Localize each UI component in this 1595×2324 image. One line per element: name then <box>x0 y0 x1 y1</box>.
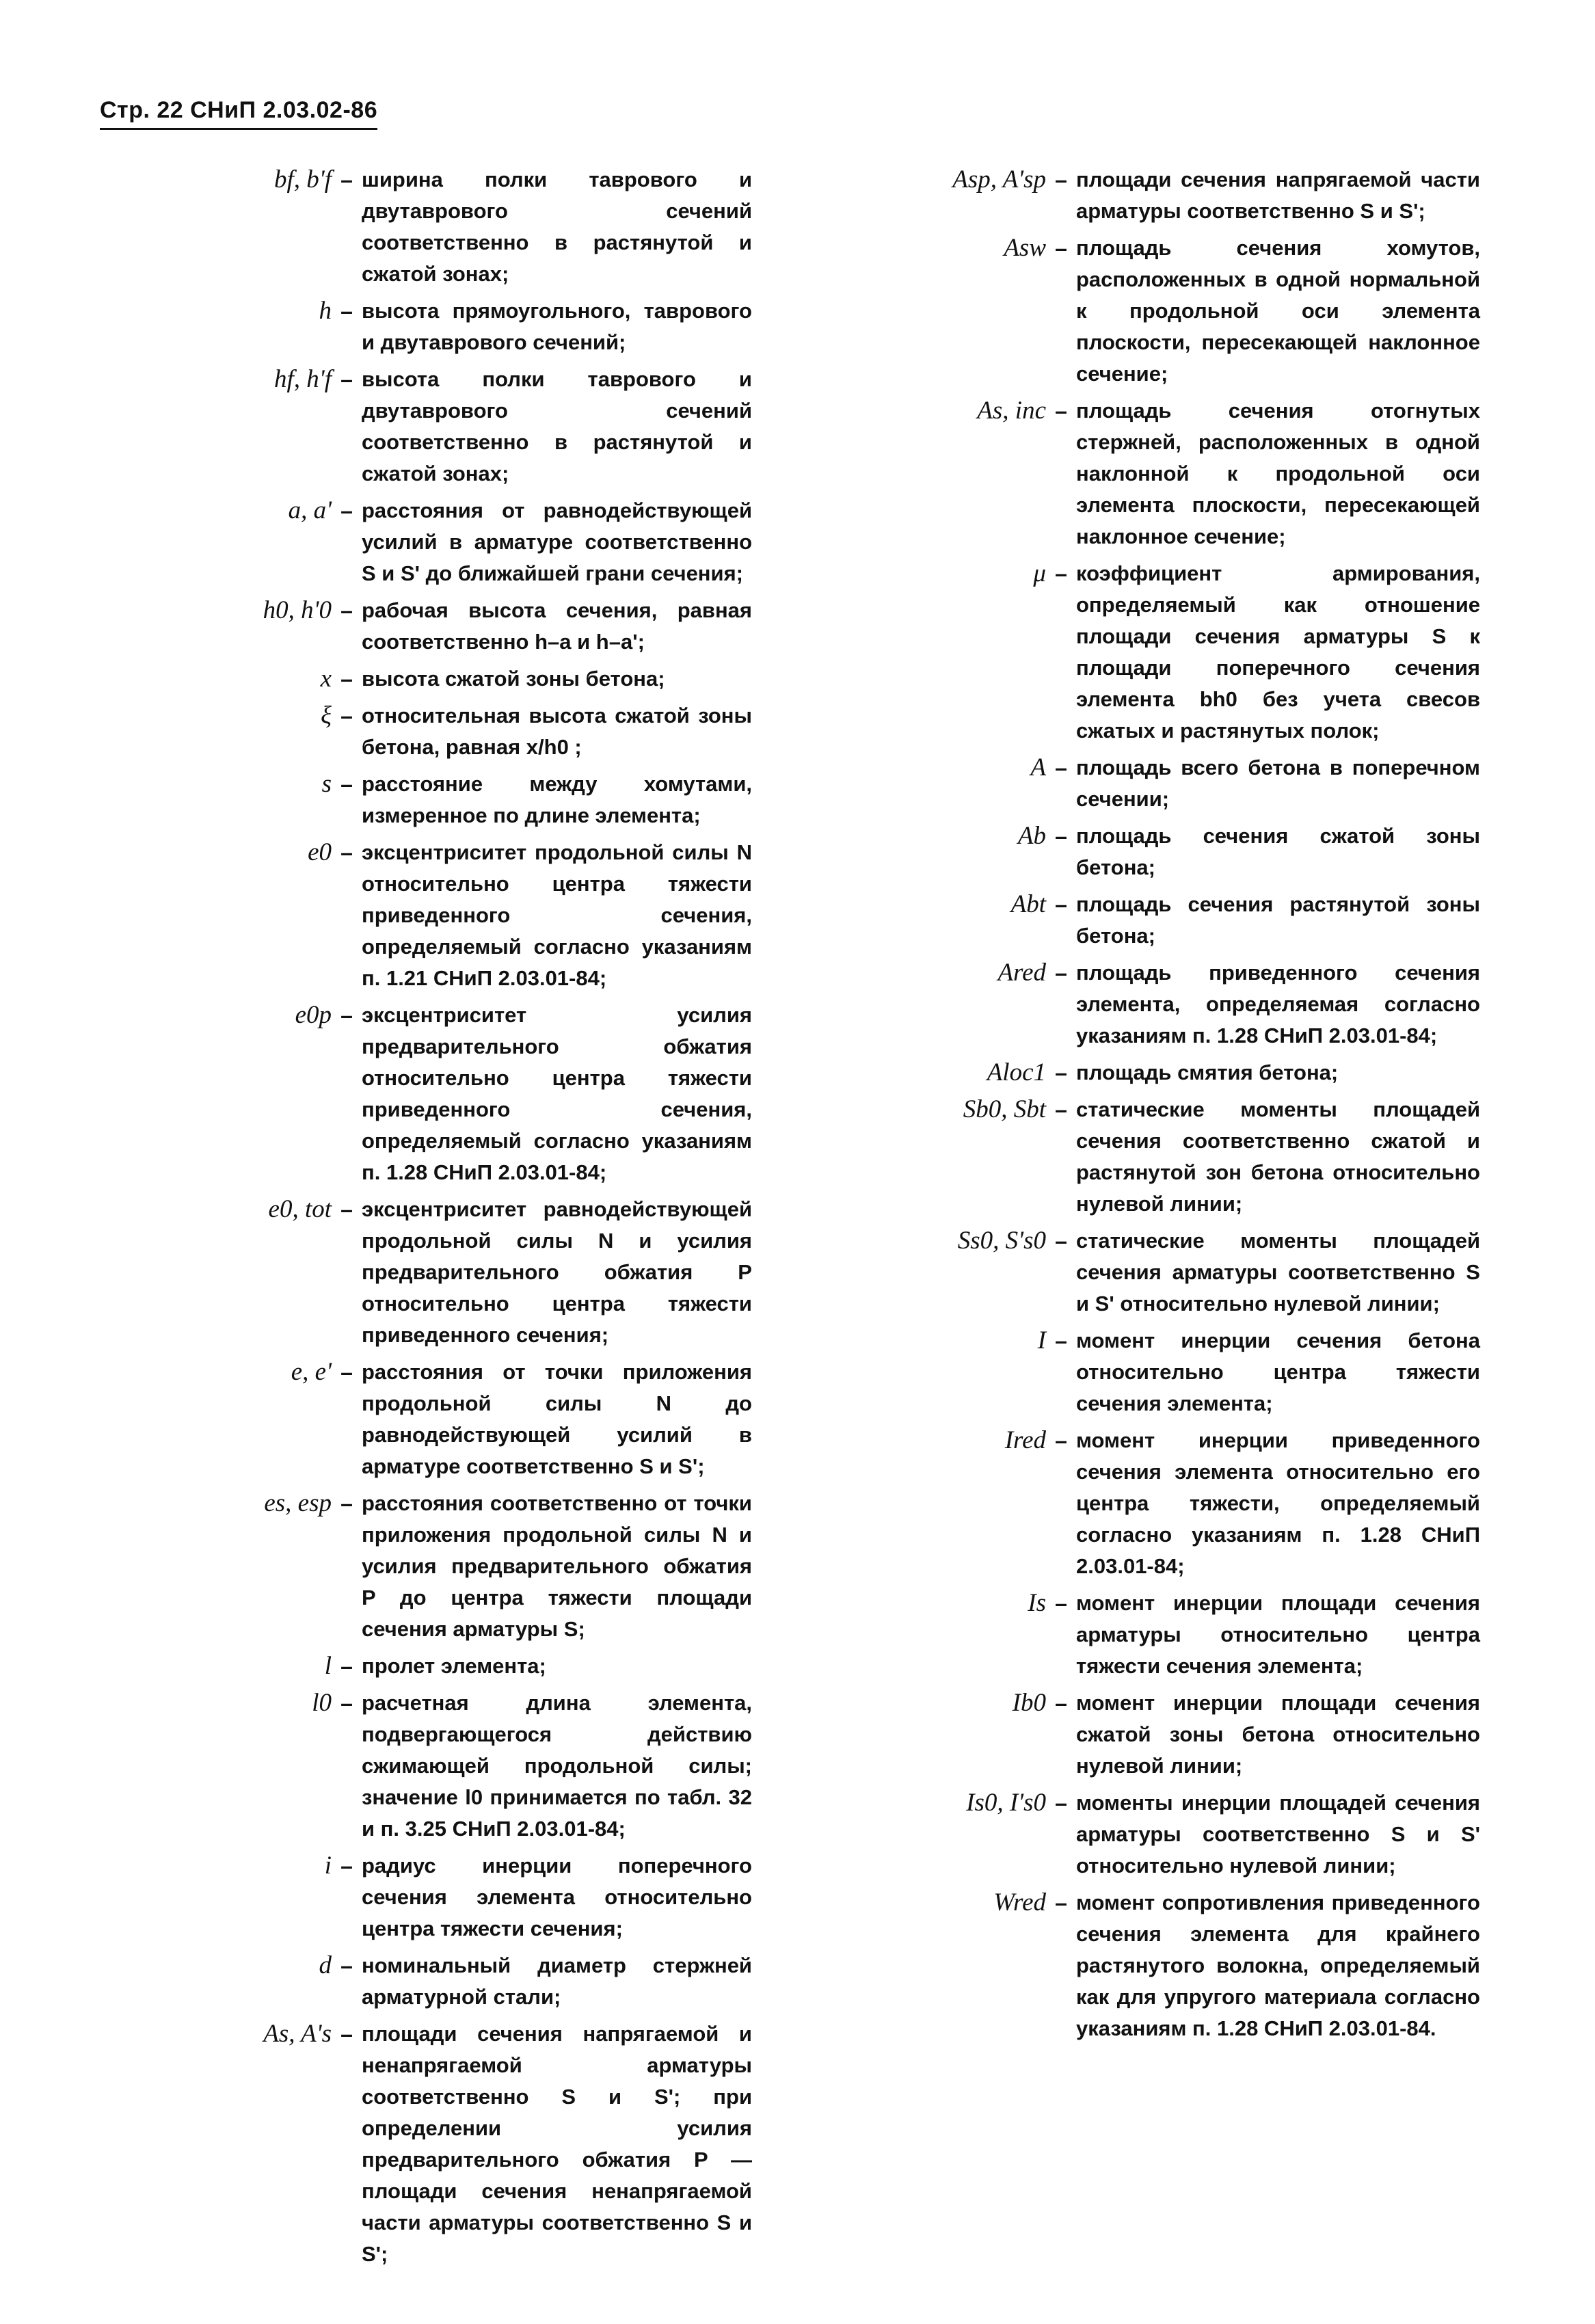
definition-entry <box>899 164 1480 227</box>
definition-entry <box>205 495 752 589</box>
definition-text: момент инерции площади сечения сжатой зоны бетона относительно нулевой линии; <box>1076 1691 1480 1778</box>
definition-text: высота прямоугольного, таврового и двутаврового сечений; <box>362 299 752 354</box>
symbol: e0 <box>308 838 332 866</box>
symbol: Asp, A'sp <box>952 165 1046 193</box>
definition-entry <box>899 752 1480 815</box>
dash: – <box>340 1197 353 1222</box>
definition-text: расстояния от равнодействующей усилий в арматуре соответственно S и S' до ближайшей грани сечения; <box>362 498 752 585</box>
symbol: e0, tot <box>268 1195 332 1223</box>
definition-text: коэффициент армирования, определяемый как отношение площади сечения арматуры S к площади поперечного сечения элемента bh0 без учета свесов сжатых и растянутых полок; <box>1076 561 1480 743</box>
dash: – <box>1055 399 1067 423</box>
definition-entry <box>205 1687 752 1845</box>
definition-entry <box>899 232 1480 390</box>
definition-entry <box>899 1588 1480 1682</box>
symbol: As, inc <box>977 397 1046 425</box>
symbol: s <box>321 770 332 798</box>
symbol: As, A's <box>263 2020 332 2048</box>
definition-entry <box>205 1651 752 1682</box>
definition-entry <box>899 1687 1480 1782</box>
symbol: d <box>319 1951 332 1979</box>
dash: – <box>1055 1791 1067 1815</box>
definition-text: площадь сечения растянутой зоны бетона; <box>1076 892 1480 948</box>
definition-entry <box>205 1357 752 1482</box>
definition-entry <box>899 1887 1480 2044</box>
dash: – <box>340 1360 353 1385</box>
symbol: A <box>1030 753 1046 782</box>
dash: – <box>1055 1691 1067 1715</box>
definition-text: высота сжатой зоны бетона; <box>362 667 665 691</box>
symbol: Ired <box>1004 1426 1046 1454</box>
definition-text: расстояния от точки приложения продольной силы N до равнодействующей усилий в арматуре соответственно S и S'; <box>362 1360 752 1478</box>
symbol: i <box>324 1852 332 1880</box>
dash: – <box>1055 892 1067 917</box>
symbol: Is0, I's0 <box>966 1789 1046 1817</box>
definition-entry <box>899 1325 1480 1419</box>
dash: – <box>1055 1328 1067 1353</box>
definition-entry <box>205 364 752 490</box>
dash: – <box>340 299 353 323</box>
dash: – <box>340 1003 353 1028</box>
symbol: x <box>320 665 332 693</box>
definition-text: площади сечения напрягаемой части арматуры соответственно S и S'; <box>1076 168 1480 223</box>
definition-text: момент инерции площади сечения арматуры относительно центра тяжести сечения элемента; <box>1076 1591 1480 1678</box>
definition-entry <box>899 957 1480 1052</box>
definition-text: площадь сечения хомутов, расположенных в одной нормальной к продольной оси элемента плоскости, пересекающей наклонное сечение; <box>1076 236 1480 386</box>
dash: – <box>1055 1229 1067 1253</box>
definition-text: расстояния соответственно от точки приложения продольной силы N и усилия предварительного обжатия P до центра тяжести площади сечения арматуры S; <box>362 1491 752 1641</box>
definition-entry <box>205 295 752 358</box>
symbol: Ib0 <box>1012 1689 1046 1717</box>
definition-entry <box>205 700 752 763</box>
symbol: a, a' <box>288 496 332 524</box>
dash: – <box>340 498 353 523</box>
dash: – <box>340 2022 353 2046</box>
symbol: bf, b'f <box>274 165 332 193</box>
symbol: Is <box>1028 1589 1046 1617</box>
definition-entry <box>899 1425 1480 1582</box>
dash: – <box>340 1953 353 1978</box>
definition-entry <box>205 769 752 831</box>
symbol: Sb0, Sbt <box>963 1095 1046 1123</box>
definition-text: площадь сечения сжатой зоны бетона; <box>1076 824 1480 879</box>
symbol: hf, h'f <box>274 365 332 393</box>
dash: – <box>1055 1097 1067 1122</box>
definition-text: пролет элемента; <box>362 1654 546 1678</box>
definition-text: эксцентриситет равнодействующей продольной силы N и усилия предварительного обжатия P относительно центра тяжести приведенного сечения; <box>362 1197 752 1347</box>
definition-entry <box>205 663 752 695</box>
symbol: Ss0, S's0 <box>957 1227 1046 1255</box>
symbol: Asw <box>1004 234 1046 262</box>
symbol: Abt <box>1010 890 1046 918</box>
symbol: Aloc1 <box>987 1058 1046 1086</box>
dash: – <box>1055 824 1067 849</box>
definition-entry <box>899 889 1480 952</box>
dash: – <box>1055 561 1067 586</box>
dash: – <box>340 704 353 728</box>
symbol: h0, h'0 <box>263 596 332 624</box>
definition-text: номинальный диаметр стержней арматурной стали; <box>362 1953 752 2009</box>
definition-text: площадь смятия бетона; <box>1076 1060 1339 1084</box>
definition-text: высота полки таврового и двутаврового сечений соответственно в растянутой и сжатой зонах; <box>362 367 752 485</box>
dash: – <box>340 840 353 865</box>
symbol: l0 <box>312 1689 332 1717</box>
definition-entry <box>899 1094 1480 1220</box>
dash: – <box>1055 1060 1067 1085</box>
dash: – <box>340 1854 353 1878</box>
definition-entry <box>205 837 752 994</box>
dash: – <box>340 772 353 797</box>
dash: – <box>1055 236 1067 261</box>
definition-text: момент инерции сечения бетона относительно центра тяжести сечения элемента; <box>1076 1328 1480 1415</box>
dash: – <box>340 1691 353 1715</box>
dash: – <box>340 367 353 392</box>
right-column <box>899 164 1480 2050</box>
symbol: Ab <box>1017 822 1046 850</box>
dash: – <box>1055 1891 1067 1915</box>
definition-text: момент сопротивления приведенного сечения элемента для крайнего растянутого волокна, определяемый как для упругого материала согласно указаниям п. 1.28 СНиП 2.03.01-84. <box>1076 1891 1480 2040</box>
definition-entry <box>205 1488 752 1645</box>
definition-entry <box>205 1950 752 2013</box>
definition-entry <box>205 2018 752 2270</box>
definition-text: радиус инерции поперечного сечения элемента относительно центра тяжести сечения; <box>362 1854 752 1940</box>
symbol: I <box>1037 1326 1046 1354</box>
dash: – <box>1055 1591 1067 1616</box>
definition-entry <box>899 1225 1480 1320</box>
symbol: h <box>319 297 332 325</box>
definition-text: ширина полки таврового и двутаврового сечений соответственно в растянутой и сжатой зонах; <box>362 168 752 286</box>
definition-entry <box>899 1787 1480 1882</box>
symbol: Ared <box>997 959 1046 987</box>
definition-entry <box>899 1057 1480 1088</box>
definition-entry <box>899 820 1480 883</box>
left-column <box>205 164 752 2275</box>
definition-entry <box>899 395 1480 552</box>
definition-text: рабочая высота сечения, равная соответственно h–a и h–a'; <box>362 598 752 654</box>
symbol: es, esp <box>264 1489 332 1517</box>
dash: – <box>1055 961 1067 985</box>
definition-entry <box>899 558 1480 747</box>
definition-text: расстояние между хомутами, измеренное по длине элемента; <box>362 772 752 827</box>
dash: – <box>340 667 353 691</box>
definition-text: расчетная длина элемента, подвергающегося действию сжимающей продольной силы; значение l0 принимается по табл. 32 и п. 3.25 СНиП 2.03.01-84; <box>362 1691 752 1841</box>
dash: – <box>1055 168 1067 192</box>
symbol: ξ <box>321 702 332 730</box>
definition-text: статические моменты площадей сечения соответственно сжатой и растянутой зон бетона относительно нулевой линии; <box>1076 1097 1480 1216</box>
definition-text: эксцентриситет усилия предварительного обжатия относительно центра тяжести приведенного сечения, определяемый согласно указаниям п. 1.28 СНиП 2.03.01-84; <box>362 1003 752 1184</box>
symbol: e, e' <box>291 1358 332 1386</box>
definition-text: площади сечения напрягаемой и ненапрягаемой арматуры соответственно S и S'; при определении усилия предварительного обжатия P — площади сечения ненапрягаемой части арматуры соответственно S и S'; <box>362 2022 752 2266</box>
dash: – <box>340 598 353 623</box>
symbol: e0p <box>295 1001 332 1029</box>
definition-entry <box>205 1000 752 1188</box>
definition-text: относительная высота сжатой зоны бетона, равная x/h0 ; <box>362 704 752 759</box>
dash: – <box>1055 756 1067 780</box>
dash: – <box>340 1491 353 1516</box>
dash: – <box>340 168 353 192</box>
definition-text: площадь сечения отогнутых стержней, расположенных в одной наклонной к продольной оси элемента плоскости, пересекающей наклонное сечение; <box>1076 399 1480 548</box>
symbol: μ <box>1033 559 1046 587</box>
definition-text: статические моменты площадей сечения арматуры соответственно S и S' относительно нулевой линии; <box>1076 1229 1480 1315</box>
symbol: Wred <box>993 1888 1046 1916</box>
definition-text: площадь приведенного сечения элемента, определяемая согласно указаниям п. 1.28 СНиП 2.03.01-84; <box>1076 961 1480 1047</box>
page-header: Стр. 22 СНиП 2.03.02-86 <box>100 97 377 130</box>
definition-entry <box>205 1850 752 1945</box>
definition-text: моменты инерции площадей сечения арматуры соответственно S и S' относительно нулевой линии; <box>1076 1791 1480 1878</box>
definition-text: площадь всего бетона в поперечном сечении; <box>1076 756 1480 811</box>
definition-entry <box>205 595 752 658</box>
definition-entry <box>205 1194 752 1351</box>
symbol: l <box>324 1652 332 1680</box>
definition-text: эксцентриситет продольной силы N относительно центра тяжести приведенного сечения, определяемый согласно указаниям п. 1.21 СНиП 2.03.01-84; <box>362 840 752 990</box>
dash: – <box>340 1654 353 1679</box>
definition-entry <box>205 164 752 290</box>
dash: – <box>1055 1428 1067 1453</box>
definition-text: момент инерции приведенного сечения элемента относительно его центра тяжести, определяемый согласно указаниям п. 1.28 СНиП 2.03.01-84; <box>1076 1428 1480 1578</box>
